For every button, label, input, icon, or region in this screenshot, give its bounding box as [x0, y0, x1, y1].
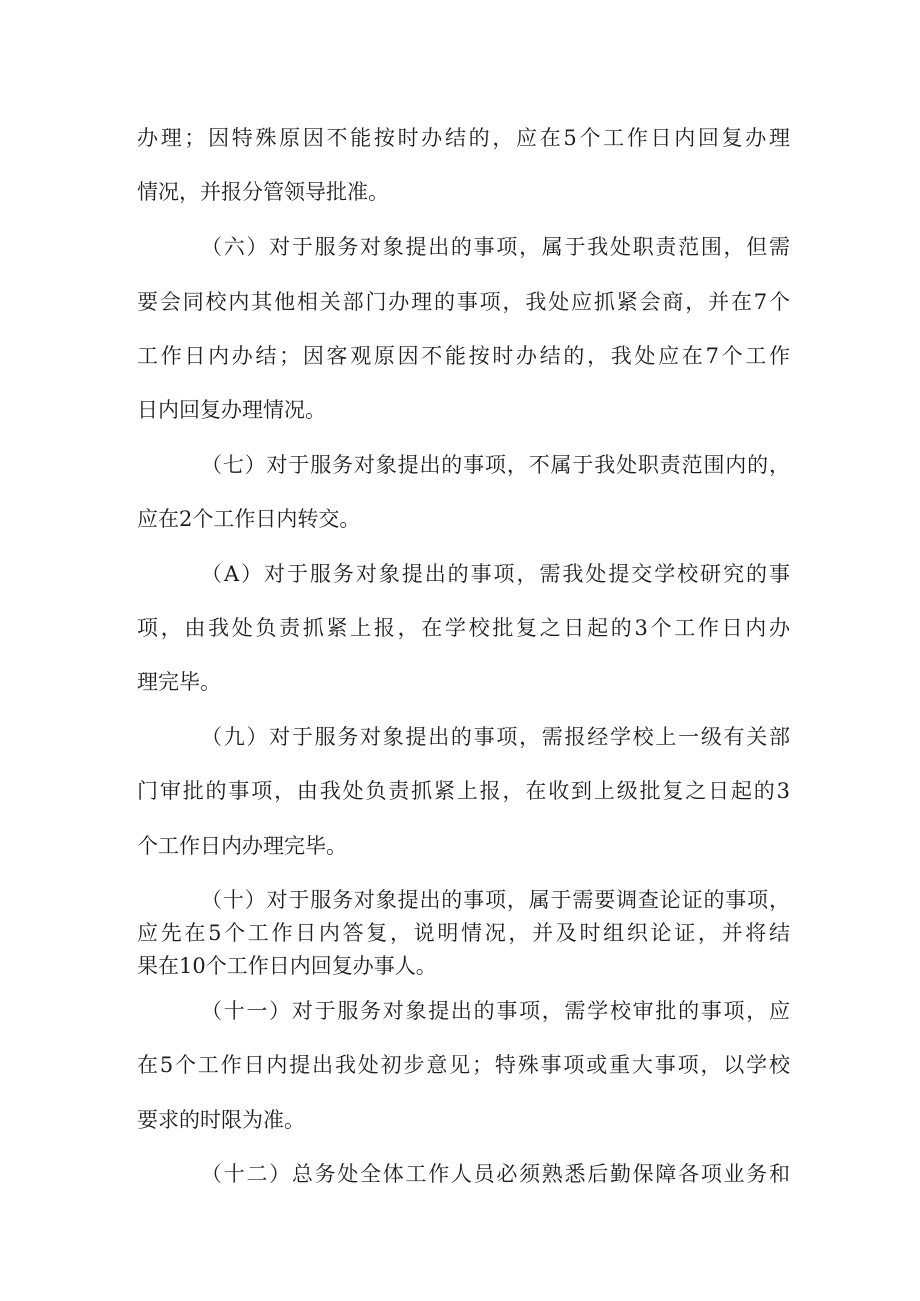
text-line: 要求的时限为准。: [137, 1108, 305, 1132]
text-line: （十二）总务处全体工作人员必须熟悉后勤保障各项业务和: [201, 1162, 790, 1186]
text-line: 门审批的事项，由我处负责抓紧上报，在收到上级批复之日起的3: [137, 779, 790, 803]
text-line: 要会同校内其他相关部门办理的事项，我处应抓紧会商，并在7个: [137, 290, 790, 314]
text-line: 个工作日内办理完毕。: [137, 834, 347, 858]
text-line: （七）对于服务对象提出的事项，不属于我处职责范围内的，: [201, 453, 790, 477]
text-line: （A）对于服务对象提出的事项，需我处提交学校研究的事: [201, 562, 790, 586]
text-line: （十）对于服务对象提出的事项，属于需要调查论证的事项，: [201, 888, 790, 912]
text-line: 办理；因特殊原因不能按时办结的，应在5个工作日内回复办理: [137, 126, 790, 150]
text-line: 在5个工作日内提出我处初步意见；特殊事项或重大事项，以学校: [137, 1053, 790, 1077]
text-line: 工作日内办结；因客观原因不能按时办结的，我处应在7个工作: [137, 344, 790, 368]
text-line: 果在10个工作日内回复办事人。: [137, 954, 437, 978]
text-line: 日内回复办理情况。: [137, 398, 326, 422]
text-line: （十一）对于服务对象提出的事项，需学校审批的事项，应: [201, 999, 790, 1023]
text-line: （六）对于服务对象提出的事项，属于我处职责范围，但需: [201, 235, 790, 259]
text-line: （九）对于服务对象提出的事项，需报经学校上一级有关部: [201, 725, 790, 749]
text-line: 应在2个工作日内转交。: [137, 507, 361, 531]
text-line: 理完毕。: [137, 670, 221, 694]
text-line: 项，由我处负责抓紧上报，在学校批复之日起的3个工作日内办: [137, 616, 790, 640]
text-line: 情况，并报分管领导批准。: [137, 180, 389, 204]
text-line: 应先在5个工作日内答复，说明情况，并及时组织论证，并将结: [137, 921, 790, 945]
